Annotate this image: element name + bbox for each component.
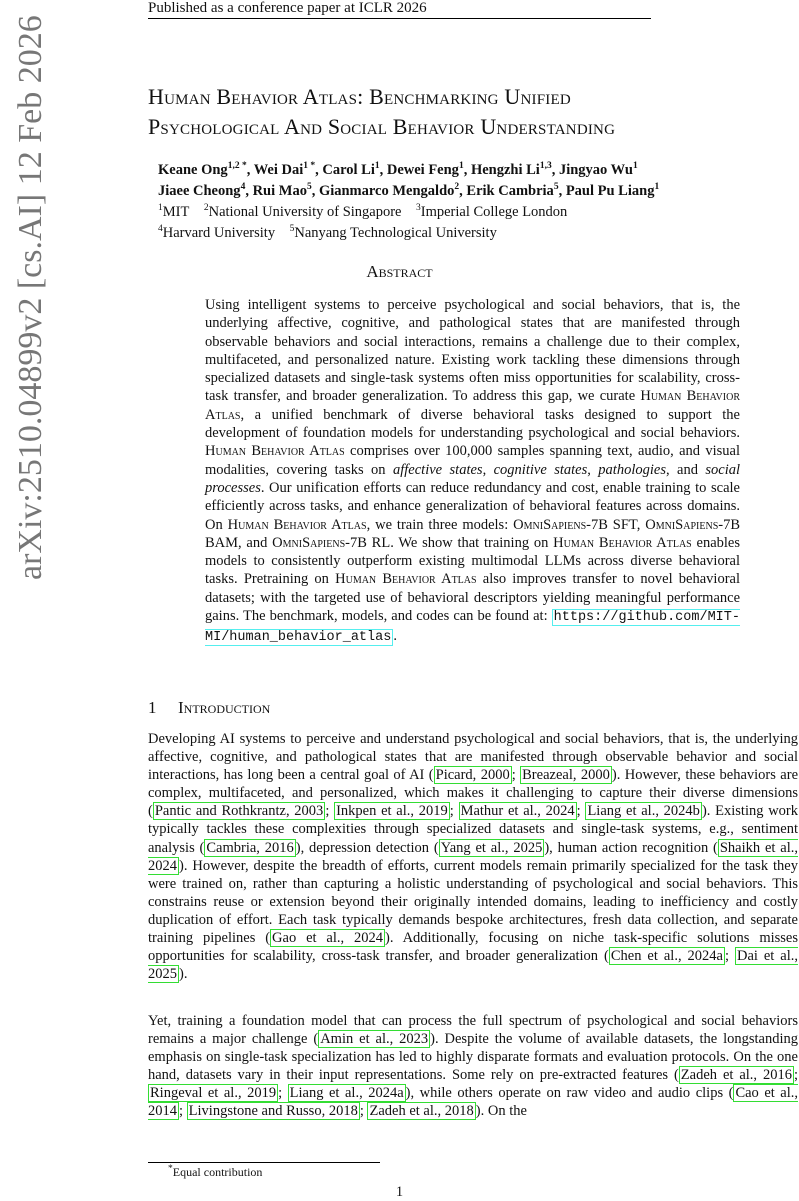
title-line-2: Psychological And Social Behavior Understanding <box>148 114 616 139</box>
citation-link[interactable]: Yang et al., 2025 <box>440 839 543 856</box>
author-name: Rui Mao <box>252 183 307 199</box>
benchmark-name: Human Behavior Atlas <box>205 443 345 460</box>
abstract-body <box>205 296 740 648</box>
citation-link[interactable]: Picard, 2000 <box>435 767 510 784</box>
page-number: 1 <box>395 1184 404 1200</box>
text-run: , a unified benchmark of diverse behavioral tasks designed to support the development of foundation models for understanding psychological and social behaviors. <box>205 406 740 442</box>
text-run: , and <box>665 461 706 478</box>
text-run: enables models to consistently outperform existing multimodal LLMs across diverse behavioral tasks. Pretraining on <box>205 534 741 588</box>
author-affiliation-mark: 4 <box>240 182 246 193</box>
affiliation-name: Harvard University <box>162 225 276 241</box>
text-run: ). Despite the volume of available datasets, the longstanding emphasis on single-task specialization has led to highly disparate formats and evaluation protocols. On the one hand, datasets vary in their input representations. Some rely on pre-extracted features ( <box>148 1031 798 1084</box>
citation-link[interactable]: Inkpen et al., 2019 <box>336 803 448 820</box>
paper-title <box>148 82 768 142</box>
text-run: ). On the <box>475 1103 527 1120</box>
text-run: -7B RL. We show that training on <box>345 534 554 551</box>
text-run: ). However, these behaviors are complex, multifaceted, and personalized, which makes it challenging to capture their diverse dimensions ( <box>148 767 799 820</box>
author-affiliation-mark: 1 <box>374 161 380 172</box>
affiliation-number: 3 <box>415 203 421 214</box>
benchmark-name: OmniSapiens <box>272 534 346 551</box>
citation-link[interactable]: Dai et al., 2025 <box>148 948 799 983</box>
text-run: ; <box>179 1103 187 1120</box>
text-run: ). Additionally, focusing on niche task-specific solutions misses opportunities for scalability, cross-task transfer, and broader generalization ( <box>148 930 798 965</box>
emphasis: pathologies <box>598 461 666 478</box>
affiliation-number: 5 <box>289 224 295 235</box>
text-run: -7B BAM, and <box>205 516 740 551</box>
affiliation-line-1 <box>158 202 778 223</box>
arxiv-watermark <box>4 15 49 620</box>
citation-link[interactable]: Ringeval et al., 2019 <box>150 1085 277 1102</box>
text-run: ). <box>179 966 188 983</box>
benchmark-name: Human Behavior Atlas <box>335 571 477 588</box>
citation-link[interactable]: Livingstone and Russo, 2018 <box>188 1103 358 1120</box>
text-run: . Our unification efforts can reduce redundancy and cost, enable training to scale efficiently across tasks, and enhance generalization of behavioral features across domains. On <box>205 479 740 533</box>
citation-link[interactable]: Amin et al., 2023 <box>320 1031 429 1048</box>
text-run: ). However, despite the breadth of efforts, current models remain primarily specialized for the task they were trained on, rather than capturing a holistic understanding of psychological and social behaviors. This constrains reuse or extension beyond their originally intended domains, leading to inefficiency and costly duplication of effort. Each task typically demands bespoke architectures, fresh data collection, and separate training pipelines ( <box>148 857 798 947</box>
text-run: Developing AI systems to perceive and understand psychological and social behaviors, that is, the underlying affective, cognitive, and pathological states that are manifested through observable behavior and social interactions, has long been a central goal of AI ( <box>148 731 798 784</box>
text-run: ; <box>511 767 521 784</box>
text-run: ; <box>724 948 735 965</box>
affiliation-number: 2 <box>203 203 209 214</box>
author-affiliation-mark: 1 * <box>303 161 316 172</box>
header-rule <box>148 18 651 19</box>
text-run: ; <box>576 803 586 820</box>
citation-link[interactable]: Cambria, 2016 <box>206 839 294 856</box>
footnote-rule <box>148 1162 380 1163</box>
author-affiliation-mark: 5 <box>553 182 559 193</box>
section-heading <box>148 698 270 718</box>
text-run: , <box>482 461 494 478</box>
emphasis: social processes <box>205 461 741 496</box>
benchmark-name: Human Behavior Atlas <box>205 388 740 423</box>
citation-link[interactable]: Shaikh et al., 2024 <box>148 839 798 874</box>
section-title: Introduction <box>178 698 271 717</box>
text-run: ), human action recognition ( <box>544 839 718 856</box>
author-affiliation-mark: 5 <box>306 182 312 193</box>
footnote <box>168 1165 262 1180</box>
affiliation-number: 1 <box>158 203 163 214</box>
author-affiliation-mark: 1 <box>654 182 660 193</box>
text-run: -7B SFT, <box>586 516 646 533</box>
text-run: Using intelligent systems to perceive psychological and social behaviors, that is, the underlying affective, cognitive, and pathological states that are manifested through observable behaviors and social interactions, remains a challenge due to their complex, multifaceted, and personalized nature. Existing work tackling these dimensions through specialized datasets and single-task systems often miss opportunities for scalability, cross-task transfer, and broader generalization. To address this gap, we curate <box>205 297 740 405</box>
author-name: Gianmarco Mengaldo <box>318 183 455 199</box>
intro-paragraph-2 <box>148 1012 798 1121</box>
author-name: Jingyao Wu <box>558 162 633 178</box>
text-run: ). Existing work typically tackles these complexities through specialized datasets and single-task systems, e.g., sentiment analysis ( <box>148 803 799 856</box>
text-run: also improves transfer to novel behavioral datasets; with the targeted use of behavioral descriptors yielding meaningful performance gains. The benchmark, models, and codes can be found at: <box>205 571 740 625</box>
text-run: . <box>393 628 397 645</box>
affiliation-name: National University of Singapore <box>208 204 402 220</box>
citation-link[interactable]: Liang et al., 2024b <box>587 803 700 820</box>
text-run: , <box>587 461 599 478</box>
citation-link[interactable]: Zadeh et al., 2018 <box>369 1103 474 1120</box>
text-run: ; <box>793 1067 798 1084</box>
author-name: Erik Cambria <box>466 183 554 199</box>
author-name: Hengzhi Li <box>470 162 540 178</box>
affiliation-number: 4 <box>158 224 163 235</box>
text-run: comprises over 100,000 samples spanning text, audio, and visual modalities, covering tasks on <box>205 443 740 478</box>
benchmark-name: Human Behavior Atlas <box>553 534 692 551</box>
text-run: ; <box>278 1085 288 1102</box>
author-name: Wei Dai <box>253 162 304 178</box>
text-run: ), while others operate on raw video and audio clips ( <box>405 1085 734 1102</box>
citation-link[interactable]: Pantic and Rothkrantz, 2003 <box>154 803 324 820</box>
author-affiliation-mark: 1 <box>458 161 464 172</box>
author-line-1: Keane Ong$^{1,2 *}$, Wei Dai$^{1 *}$, Carol Li$^1$, Dewei Feng$^1$, Hengzhi Li$^{1,3}$, Jingyao Wu$^1$ <box>158 161 638 178</box>
author-name: Carol Li <box>322 162 375 178</box>
affiliation-line-2 <box>158 223 778 244</box>
text-run: , we train three models: <box>366 516 514 533</box>
affiliation-name: Imperial College London <box>420 204 568 220</box>
text-run: ; <box>325 803 335 820</box>
author-list <box>158 160 778 202</box>
venue-header: Published as a conference paper at ICLR 2026 <box>148 0 427 16</box>
author-affiliation-mark: 1,2 * <box>227 161 247 172</box>
author-affiliation-mark: 2 <box>454 182 460 193</box>
citation-link[interactable]: Liang et al., 2024a <box>289 1085 404 1102</box>
affiliation-name: Nanyang Technological University <box>294 225 497 241</box>
footnote-mark: * <box>168 1164 173 1174</box>
author-name: Dewei Feng <box>386 162 459 178</box>
citation-link[interactable]: Gao et al., 2024 <box>272 930 384 947</box>
author-affiliation-mark: 1,3 <box>539 161 552 172</box>
arxiv-id: arXiv:2510.04899v2 [cs.AI] 12 Feb 2026 <box>12 15 49 580</box>
emphasis: affective states <box>392 461 483 478</box>
affiliations <box>158 202 778 244</box>
citation-link[interactable]: Cao et al., 2014 <box>148 1085 799 1120</box>
author-name: Keane Ong <box>158 162 228 178</box>
citation-link[interactable]: Chen et al., 2024a <box>610 948 723 965</box>
title-line-1: Human Behavior Atlas: Benchmarking Unified <box>148 84 571 109</box>
text-run: ; <box>449 803 459 820</box>
citation-link[interactable]: Mathur et al., 2024 <box>460 803 575 820</box>
author-name: Jiaee Cheong <box>158 183 241 199</box>
benchmark-name: Human Behavior Atlas <box>227 516 367 533</box>
author-affiliation-mark: 1 <box>632 161 638 172</box>
benchmark-name: OmniSapiens <box>513 516 587 533</box>
intro-paragraph-1 <box>148 730 798 983</box>
emphasis: cognitive states <box>493 461 588 478</box>
text-run: ), depression detection ( <box>295 839 439 856</box>
affiliation-name: MIT <box>162 204 190 220</box>
citation-link[interactable]: Breazeal, 2000 <box>522 767 610 784</box>
footnote-text: Equal contribution <box>172 1165 263 1179</box>
section-number: 1 <box>148 698 157 717</box>
benchmark-name: OmniSapiens <box>645 516 719 533</box>
repository-link[interactable]: https://github.com/MIT-MI/human_behavior_atlas <box>205 610 740 646</box>
abstract-heading: Abstract <box>366 262 433 281</box>
citation-link[interactable]: Zadeh et al., 2016 <box>680 1067 792 1084</box>
author-name: Paul Pu Liang <box>565 183 655 199</box>
author-line-2: Jiaee Cheong$^4$, Rui Mao$^5$, Gianmarco Mengaldo$^2$, Erik Cambria$^5$, Paul Pu Liang$^1$ <box>158 182 660 199</box>
text-run: ; <box>359 1103 368 1120</box>
text-run: Yet, training a foundation model that can process the full spectrum of psychological and social behaviors remains a major challenge ( <box>148 1013 798 1048</box>
